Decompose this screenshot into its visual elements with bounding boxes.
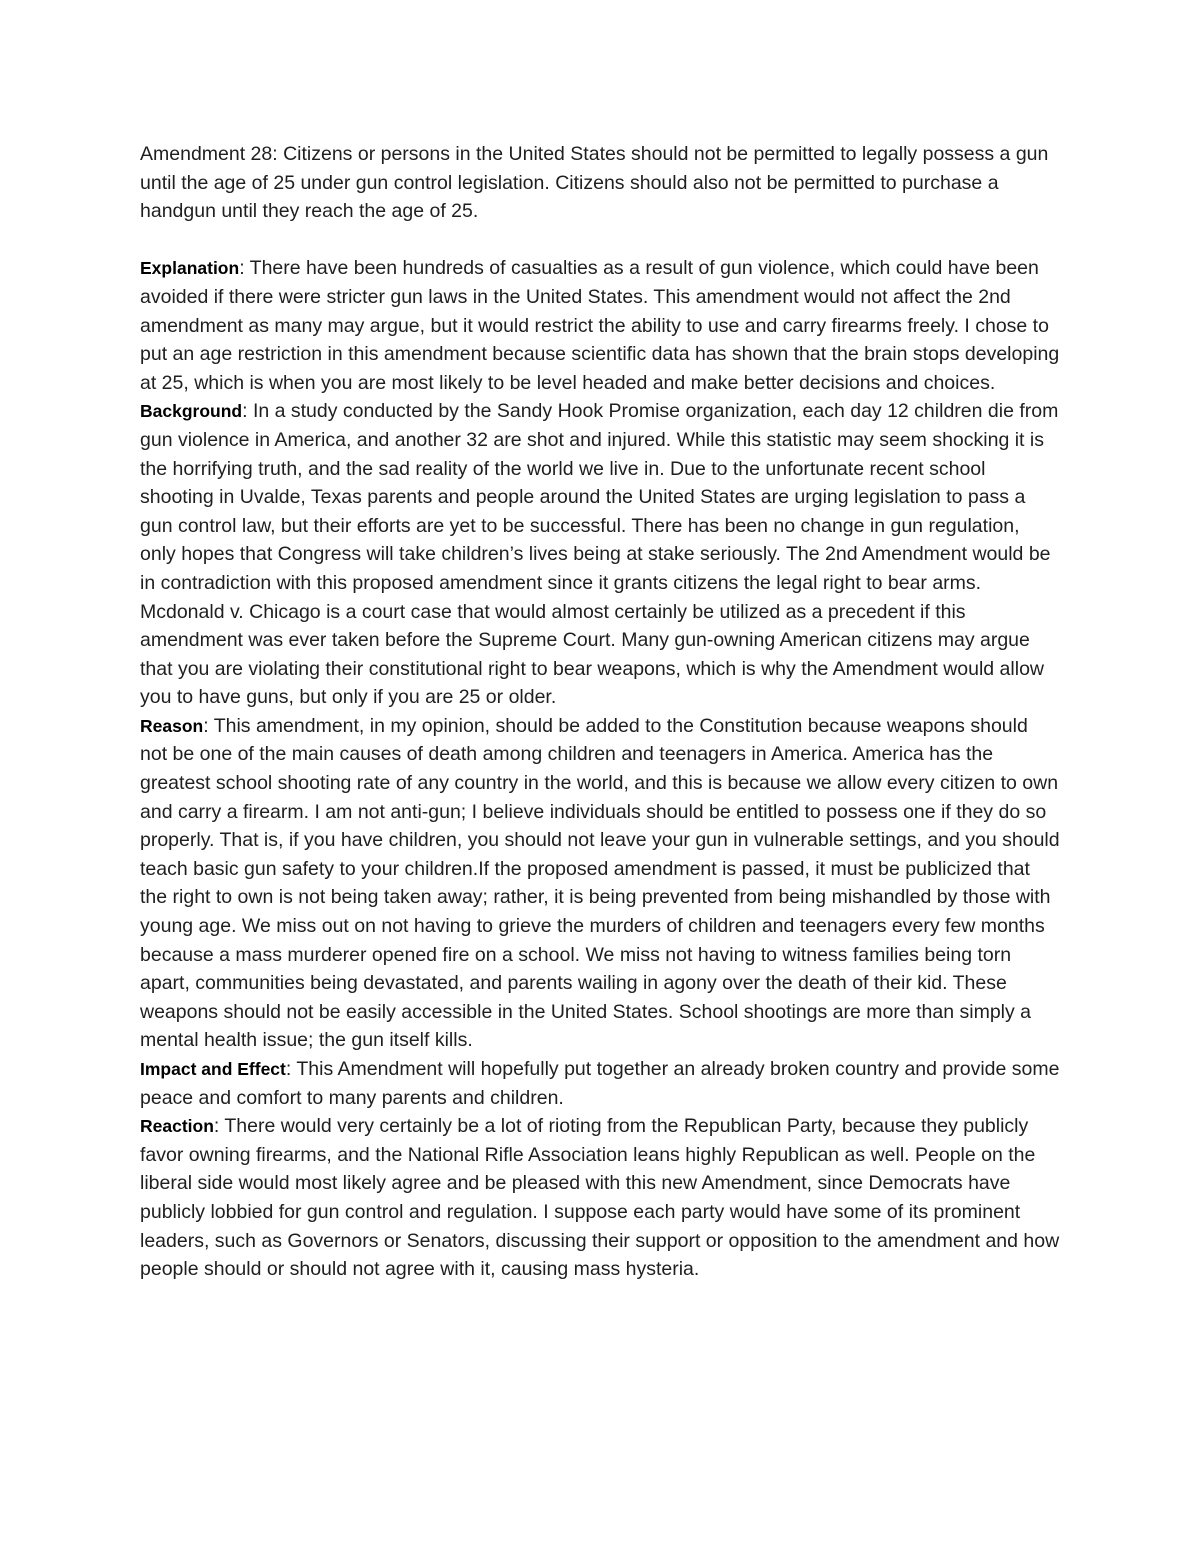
reaction-label: Reaction [140, 1116, 214, 1137]
background-paragraph [140, 397, 1060, 712]
explanation-paragraph [140, 254, 1060, 397]
background-label: Background [140, 401, 243, 422]
reaction-text: : There would very certainly be a lot of rioting from the Republican Party, because they publicly favor owning firearms, and the National Rifle Association leans highly Republican as well. People on the liberal side would most likely agree and be pleased with this new Amendment, since Democrats have publicly lobbied for gun control and regulation. I suppose each party would have some of its prominent leaders, such as Governors or Senators, discussing their support or opposition to the amendment and how people should or should not agree with it, causing mass hysteria. [140, 1115, 1060, 1281]
reaction-paragraph [140, 1112, 1060, 1284]
impact-label: Impact and Effect [140, 1059, 286, 1079]
paragraph-spacer [140, 226, 1060, 255]
background-text: : In a study conducted by the Sandy Hook Promise organization, each day 12 children die from gun violence in America, and another 32 are shot and injured. While this statistic may seem shocking it is the horrifying truth, and the sad reality of the world we live in. Due to the unfortunate recent school shooting in Uvalde, Texas parents and people around the United States are urging legislation to pass a gun control law, but their efforts are yet to be successful. There has been no change in gun regulation, only hopes that Congress will take children’s lives being at stake seriously. The 2nd Amendment would be in contradiction with this proposed amendment since it grants citizens the legal right to bear arms. Mcdonald v. Chicago is a court case that would almost certainly be utilized as a precedent if this amendment was ever taken before the Supreme Court. Many gun-owning American citizens may argue that you are violating their constitutional right to bear weapons, which is why the Amendment would allow you to have guns, but only if you are 25 or older. [140, 400, 1059, 709]
reason-paragraph [140, 712, 1060, 1055]
reason-label: Reason [140, 715, 204, 736]
explanation-text: : There have been hundreds of casualties as a result of gun violence, which could have been avoided if there were stricter gun laws in the United States. This amendment would not affect the 2nd amendment as many may argue, but it would restrict the ability to use and carry firearms freely. I chose to put an age restriction in this amendment because scientific data has shown that the brain stops developing at 25, which is when you are most likely to be level headed and make better decisions and choices. [140, 257, 1060, 394]
explanation-label: Explanation [140, 258, 240, 279]
amendment-statement: Amendment 28: Citizens or persons in the United States should not be permitted to legally possess a gun until the age of 25 under gun control legislation. Citizens should also not be permitted to purchase a handgun until they reach the age of 25. [140, 143, 1049, 223]
document-body [140, 140, 1060, 1284]
reason-text: : This amendment, in my opinion, should be added to the Constitution because weapons should not be one of the main causes of death among children and teenagers in America. America has the greatest school shooting rate of any country in the world, and this is because we allow every citizen to own and carry a firearm. I am not anti-gun; I believe individuals should be entitled to possess one if they do so properly. That is, if you have children, you should not leave your gun in vulnerable settings, and you should teach basic gun safety to your children.If the proposed amendment is passed, it must be publicized that the right to own is not being taken away; rather, it is being prevented from being mishandled by those with young age. We miss out on not having to grieve the murders of children and teenagers every few months because a mass murderer opened fire on a school. We miss not having to witness families being torn apart, communities being devastated, and parents wailing in agony over the death of their kid. These weapons should not be easily accessible in the United States. School shootings are more than simply a mental health issue; the gun itself kills. [140, 714, 1060, 1052]
impact-text: : This Amendment will hopefully put together an already broken country and provide some peace and comfort to many parents and children. [140, 1058, 1060, 1109]
impact-paragraph [140, 1055, 1060, 1112]
